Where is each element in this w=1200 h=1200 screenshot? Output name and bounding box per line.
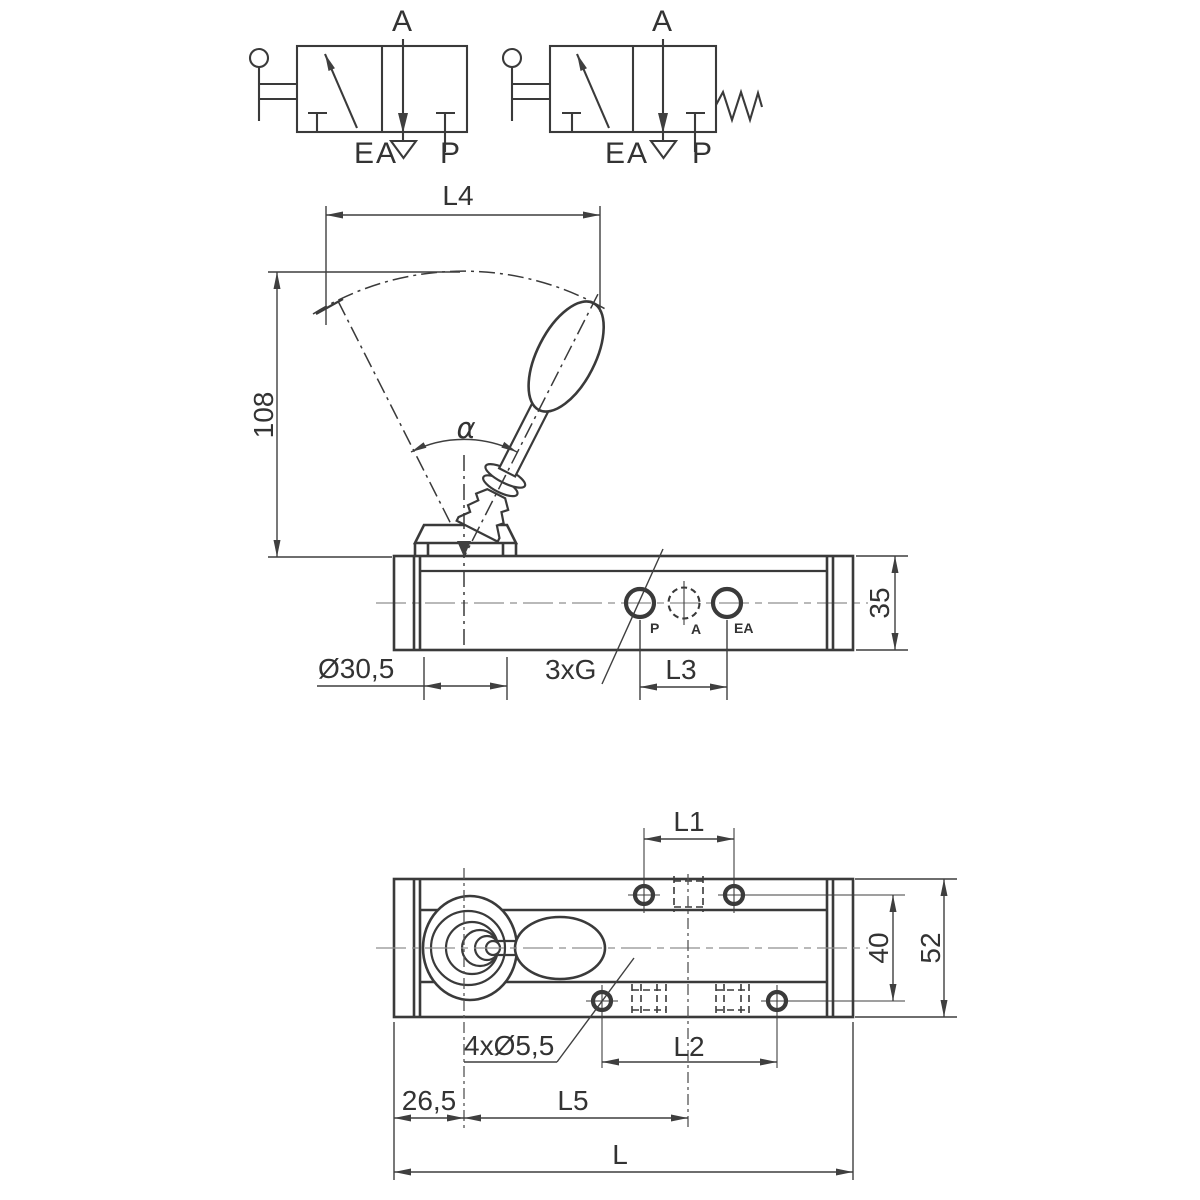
symbol-port-a-label: A [391, 5, 413, 38]
dim-40 [863, 895, 894, 1001]
hidden-port-p [632, 984, 666, 1016]
dim-40-label: 40 [863, 932, 894, 964]
symbol-port-p-label: P [692, 137, 713, 170]
flow-path-arrow-icon [325, 54, 357, 128]
blocked-port-icon [562, 113, 581, 132]
dim-52-label: 52 [915, 932, 946, 964]
mounting-hole-bottom-left [586, 985, 618, 1068]
dim-l2 [602, 1031, 777, 1062]
dim-mount-holes-label: 4xØ5,5 [464, 1030, 555, 1061]
flow-arrow-head [398, 113, 408, 133]
lever-phantom-tip [316, 299, 343, 314]
lever-phantom-axis [338, 301, 455, 532]
valve-top-view [376, 806, 957, 1180]
dim-l2-label: L2 [673, 1031, 705, 1062]
vertical-reference-arrow [457, 541, 471, 557]
port-ea-label: EA [734, 620, 754, 636]
dim-l3-label: L3 [665, 654, 697, 685]
hidden-port-ea [716, 984, 749, 1016]
mounting-hole-top-right [718, 828, 905, 913]
blocked-port-icon [308, 113, 327, 132]
dim-26-5 [394, 1022, 464, 1180]
dim-mount-diameter-label: Ø30,5 [318, 653, 395, 684]
thread-leader-line [602, 549, 663, 684]
symbol-port-a-label: A [651, 5, 673, 38]
dim-108 [248, 272, 460, 557]
dim-l4 [326, 180, 600, 325]
dim-26-5-label: 26,5 [401, 1085, 457, 1116]
lever-shaft [499, 404, 548, 476]
mounting-hole-top-left [628, 828, 660, 913]
flow-path-arrow-icon [577, 54, 609, 128]
spring-return-icon [716, 92, 762, 120]
dim-thread-label: 3xG [545, 654, 597, 685]
lever-actuator-icon [503, 49, 521, 67]
exhaust-triangle-icon [651, 141, 676, 158]
alpha-arc-arrow-left [411, 442, 426, 452]
dim-l1 [644, 806, 734, 839]
dim-l1-label: L1 [673, 806, 705, 837]
symbol-port-p-label: P [440, 137, 461, 170]
dim-alpha-label: α [456, 411, 476, 445]
port-p-label: P [650, 620, 660, 636]
symbol-port-ea-label: EA [605, 137, 650, 170]
dim-l5 [464, 1085, 688, 1118]
dim-35 [856, 556, 908, 650]
lever-actuator-icon [250, 49, 268, 67]
flow-arrow-head [658, 113, 668, 133]
dim-l-total-label: L [612, 1139, 628, 1170]
lever-swing-arc [313, 271, 607, 314]
pneumatic-symbol-left [250, 5, 467, 170]
dim-l4-label: L4 [442, 180, 474, 211]
port-a-label: A [691, 621, 702, 637]
dim-mount-diameter [317, 653, 507, 700]
symbol-port-ea-label: EA [354, 137, 399, 170]
dim-108-label: 108 [248, 391, 279, 439]
valve-side-view [248, 180, 908, 700]
pneumatic-symbol-right [503, 5, 762, 170]
dim-l-total [394, 1022, 853, 1180]
dim-35-label: 35 [864, 587, 895, 619]
dim-l5-label: L5 [557, 1085, 589, 1116]
lever-mount-flange [415, 525, 516, 543]
